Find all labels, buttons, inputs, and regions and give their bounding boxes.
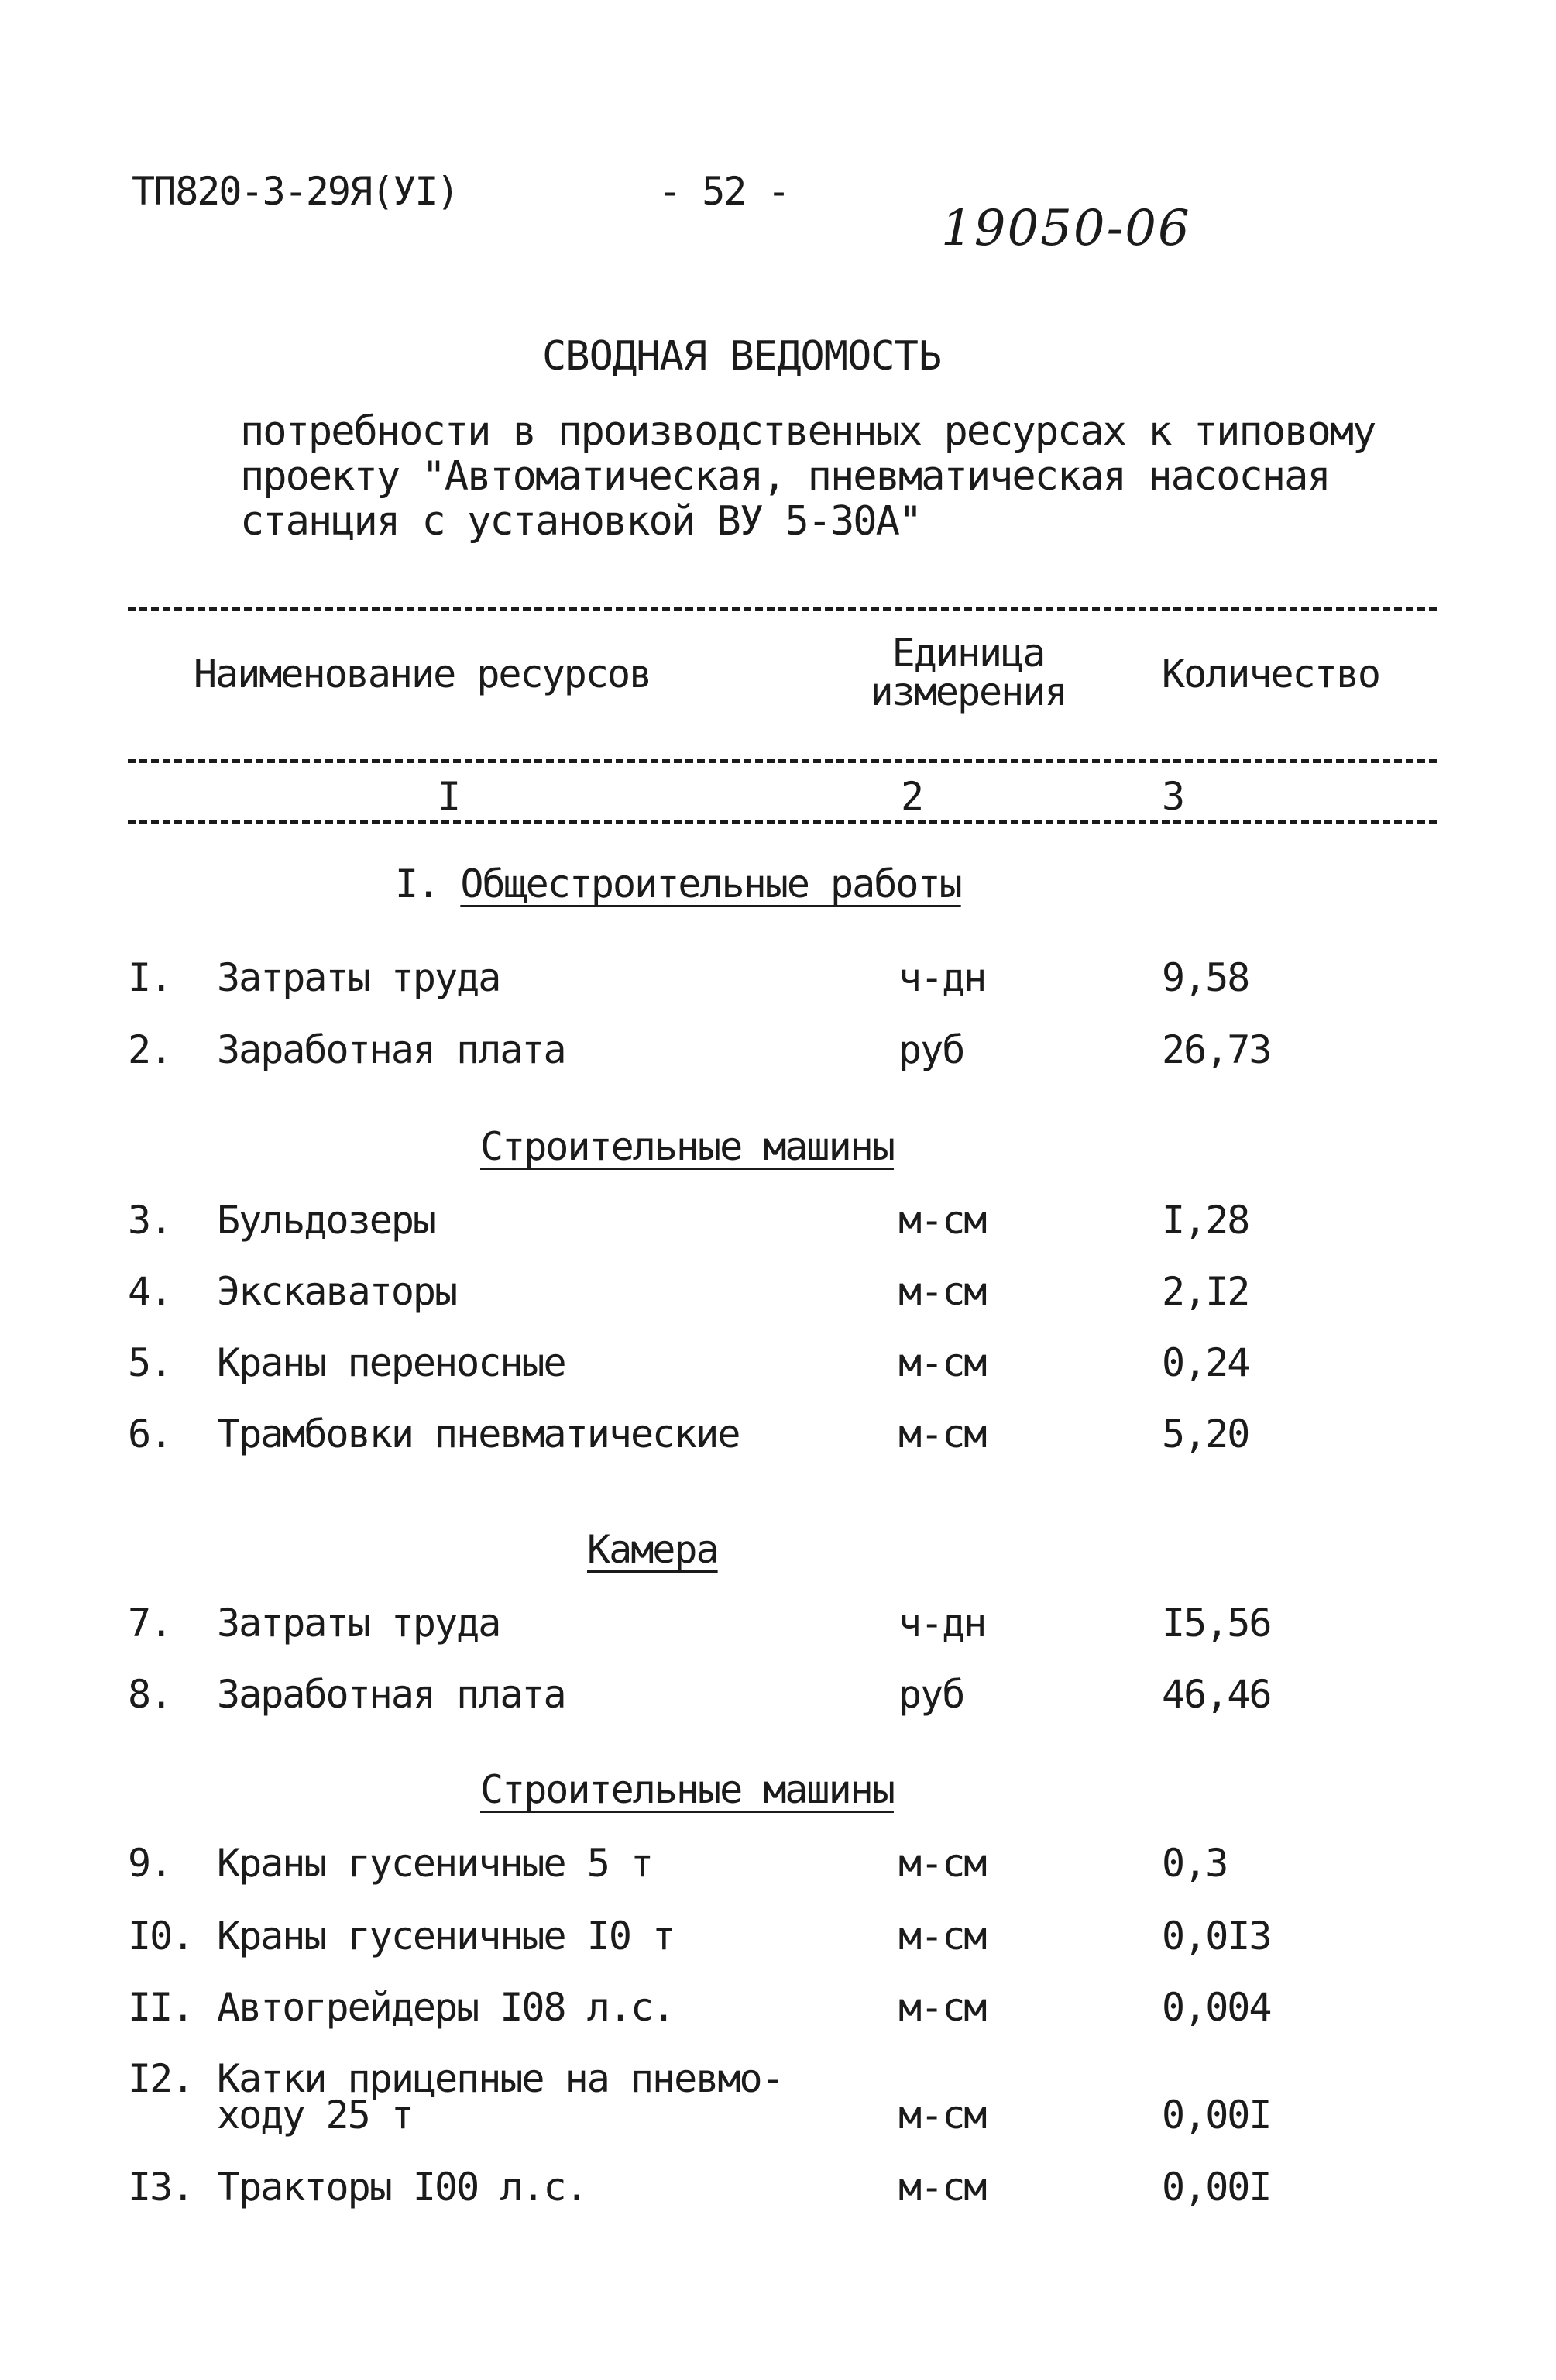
row-qty: I,28 <box>1162 1198 1249 1243</box>
row-number: 2. <box>128 1027 172 1072</box>
row-unit: м-см <box>898 1841 986 1886</box>
row-number: 9. <box>128 1841 172 1886</box>
row-unit: руб <box>898 1672 964 1717</box>
row-number: 8. <box>128 1672 172 1717</box>
row-qty: 0,3 <box>1162 1841 1228 1886</box>
row-qty: 0,24 <box>1162 1340 1249 1385</box>
column-header-name: Наименование ресурсов <box>194 652 651 696</box>
row-number: 3. <box>128 1198 172 1243</box>
row-unit: м-см <box>898 1340 986 1385</box>
row-number: I2. <box>128 2056 194 2101</box>
row-qty: 0,00I <box>1162 2093 1271 2138</box>
row-name: Краны гусеничные 5 т <box>217 1841 653 1886</box>
row-unit: м-см <box>898 1198 986 1243</box>
row-qty: 9,58 <box>1162 955 1249 1000</box>
row-qty: 5,20 <box>1162 1412 1249 1457</box>
section-title: I. Общестроительные работы <box>395 862 961 906</box>
column-number-1: I <box>438 774 460 819</box>
row-name: Заработная плата <box>217 1027 565 1072</box>
row-qty: 0,004 <box>1162 1985 1271 2030</box>
row-unit: м-см <box>898 1914 986 1959</box>
row-name: Краны переносные <box>217 1340 565 1385</box>
row-qty: 2,I2 <box>1162 1269 1249 1314</box>
row-name: Тракторы I00 л.с. <box>217 2165 587 2210</box>
section-title: Строительные машины <box>480 1767 894 1812</box>
row-number: 6. <box>128 1412 172 1457</box>
page-title: СВОДНАЯ ВЕДОМОСТЬ <box>542 333 942 380</box>
handwritten-number: 19050-06 <box>941 200 1191 257</box>
row-qty: 0,0I3 <box>1162 1914 1271 1959</box>
row-name: Краны гусеничные I0 т <box>217 1914 675 1959</box>
row-name: Автогрейдеры I08 л.с. <box>217 1985 675 2030</box>
row-qty: 0,00I <box>1162 2165 1271 2210</box>
row-unit: ч-дн <box>898 1601 986 1646</box>
row-unit: м-см <box>898 1985 986 2030</box>
header-divider-top <box>128 607 1437 611</box>
doc-code: ТП820-3-29Я(УI) <box>132 169 459 214</box>
row-qty: 46,46 <box>1162 1672 1271 1717</box>
row-name: Затраты труда <box>217 955 500 1000</box>
row-number: 5. <box>128 1340 172 1385</box>
row-number: 7. <box>128 1601 172 1646</box>
row-name: Бульдозеры <box>217 1198 435 1243</box>
page-number: - 52 - <box>658 169 789 214</box>
row-unit: м-см <box>898 2093 986 2138</box>
column-header-unit-line1: Единица <box>891 631 1045 676</box>
row-qty: 26,73 <box>1162 1027 1271 1072</box>
column-number-2: 2 <box>901 774 923 819</box>
row-name: Заработная плата <box>217 1672 565 1717</box>
row-number: I. <box>128 955 172 1000</box>
row-name: Катки прицепные на пневмо- <box>217 2056 783 2101</box>
header-divider-middle <box>128 759 1437 763</box>
row-unit: м-см <box>898 2165 986 2210</box>
row-unit: ч-дн <box>898 955 986 1000</box>
section-title: Строительные машины <box>480 1124 894 1169</box>
row-qty: I5,56 <box>1162 1601 1271 1646</box>
row-number: I0. <box>128 1914 194 1959</box>
column-header-qty: Количество <box>1162 652 1380 696</box>
row-unit: руб <box>898 1027 964 1072</box>
row-number: I3. <box>128 2165 194 2210</box>
row-name-continuation: ходу 25 т <box>217 2093 413 2138</box>
section-title: Камера <box>587 1527 718 1572</box>
header-divider-bottom <box>128 820 1437 824</box>
row-name: Трамбовки пневматические <box>217 1412 740 1457</box>
row-name: Экскаваторы <box>217 1269 457 1314</box>
intro-text: потребности в производственных ресурсах к типовому проекту "Автоматическая, пневматическая насосная станция с установкой ВУ 5-30А" <box>240 408 1376 545</box>
row-number: 4. <box>128 1269 172 1314</box>
column-header-unit-line2: измерения <box>870 669 1067 714</box>
column-number-3: 3 <box>1162 774 1184 819</box>
row-number: II. <box>128 1985 194 2030</box>
row-unit: м-см <box>898 1412 986 1457</box>
row-unit: м-см <box>898 1269 986 1314</box>
row-name: Затраты труда <box>217 1601 500 1646</box>
